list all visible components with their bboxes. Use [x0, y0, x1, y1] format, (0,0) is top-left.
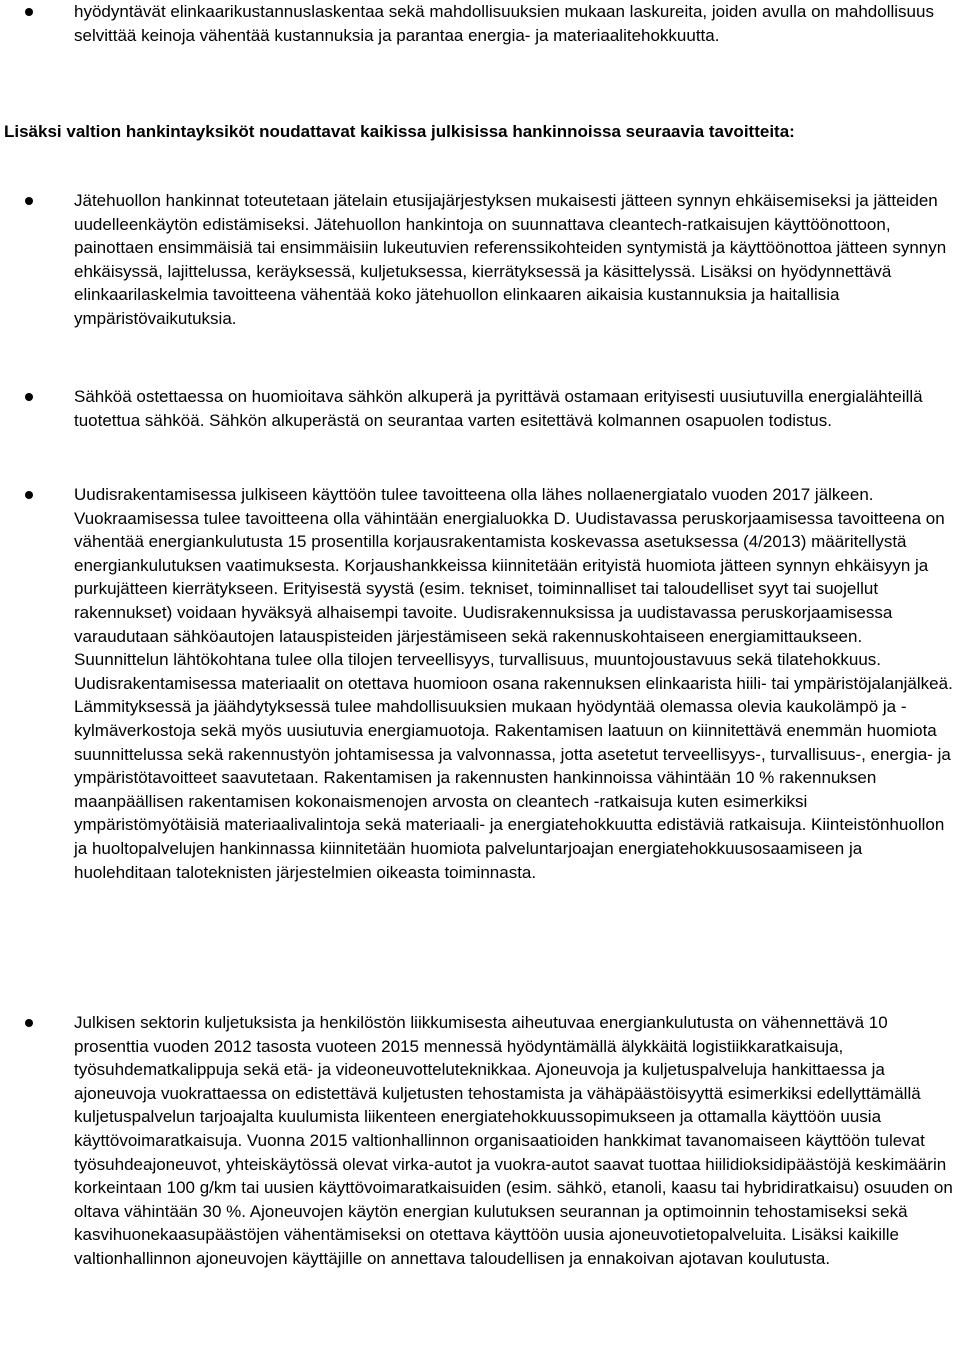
section-heading: Lisäksi valtion hankintayksiköt noudattavat kaikissa julkisissa hankinnoissa seuraavia tavoitteita: [4, 122, 795, 141]
list-item-text: hyödyntävät elinkaarikustannuslaskentaa sekä mahdollisuuksien mukaan laskureita, joiden avulla on mahdollisuus selvittää keinoja vähentää kustannuksia ja parantaa energia- ja materiaalitehokkuutta. [74, 2, 934, 45]
bullet-icon [25, 1019, 33, 1027]
bullet-icon [25, 491, 33, 499]
list-item-text: Jätehuollon hankinnat toteutetaan jätelain etusijajärjestyksen mukaisesti jätteen synnyn ehkäisemiseksi ja jätteiden uudelleenkäytön edistämiseksi. Jätehuollon hankintoja on suunnattava cleantech-ratkaisujen käyttöönottoon, painottaen ensimmäisiä tai ensimmäisiin lukeutuvien referenssikohteiden syntymistä ja käyttöönottoa jätteen synnyn ehkäisyssä, lajittelussa, keräyksessä, kuljetuksessa, kierrätyksessä ja käsittelyssä. Lisäksi on hyödynnettävä elinkaarilaskelmia tavoitteena vähentää koko jätehuollon elinkaaren aikaisia kustannuksia ja haitallisia ympäristövaikutuksia. [74, 191, 947, 328]
bullet-icon [25, 197, 33, 205]
list-item-text: Uudisrakentamisessa julkiseen käyttöön tulee tavoitteena olla lähes nollaenergiatalo vuoden 2017 jälkeen. Vuokraamisessa tulee tavoitteena olla vähintään energialuokka D. Uudistavassa peruskorjaamisessa tavoitteena on vähentää energiankulutusta 15 prosentilla korjausrakentamista koskevassa asetuksessa (4/2013) määritellystä energiankulutuksen vaatimuksesta. Korjaushankkeissa kiinnitetään erityistä huomiota jätteen synnyn ehkäisyyn ja purkujätteen kierrätykseen. Erityisestä syystä (esim. tekniset, toiminnalliset tai taloudelliset syyt tai suojellut rakennukset) voidaan hyväksyä alhaisempi tavoite. Uudisrakennuksissa ja uudistavassa peruskorjaamisessa varaudutaan sähköautojen latauspisteiden järjestämiseen sekä rakennuskohtaiseen energiamittaukseen. Suunnittelun lähtökohtana tulee olla tilojen terveellisyys, turvallisuus, muuntojoustavuus sekä tilatehokkuus. Uudisrakentamisessa materiaalit on otettava huomioon osana rakennuksen elinkaarista hiili- tai ympäristöjalanjälkeä. Lämmityksessä ja jäähdytyksessä tulee mahdollisuuksien mukaan hyödyntää olemassa olevia kaukolämpö ja -kylmäverkostoja sekä myös uusiutuvia energiamuotoja. Rakentamisen laatuun on kiinnitettävä enemmän huomiota suunnittelussa sekä rakennustyön johtamisessa ja valvonnassa, jotta asetetut terveellisyys-, turvallisuus-, energia- ja ympäristötavoitteet saavutetaan. Rakentamisen ja rakennusten hankinnoissa vähintään 10 % rakennuksen maanpäällisen rakentamisen kokonaismenojen arvosta on cleantech -ratkaisuja kuten esimerkiksi ympäristömyötäisiä materiaalivalintoja sekä materiaali- ja energiatehokkuutta edistäviä ratkaisuja. Kiinteistönhuollon ja huoltopalvelujen hankinnassa kiinnitetään huomiota palveluntarjoajan energiatehokkuusosaamiseen ja huolehditaan taloteknisten järjestelmien oikeasta toiminnasta. [74, 485, 953, 882]
bullet-icon [25, 8, 33, 16]
list-item-text: Sähköä ostettaessa on huomioitava sähkön alkuperä ja pyrittävä ostamaan erityisesti uusiutuvilla energialähteillä tuotettua sähköä. Sähkön alkuperästä on seurantaa varten esitettävä kolmannen osapuolen todistus. [74, 387, 923, 430]
bullet-icon [25, 393, 33, 401]
list-item-text: Julkisen sektorin kuljetuksista ja henkilöstön liikkumisesta aiheutuvaa energiankulutusta on vähennettävä 10 prosenttia vuoden 2012 tasosta vuoteen 2015 mennessä hyödyntämällä älykkäitä logistiikkaratkaisuja, työsuhdematkalippuja sekä etä- ja videoneuvotteluteknikkaa. Ajoneuvoja ja kuljetuspalveluja hankittaessa ja ajoneuvoja vuokrattaessa on edistettävä kuljetusten tehostamista ja vähäpäästöisyyttä esimerkiksi edellyttämällä kuljetuspalvelun tarjoajalta kuulumista liikenteen energiatehokkuussopimukseen ja ottamalla käyttöön uusia käyttövoimaratkaisuja. Vuonna 2015 valtionhallinnon organisaatioiden hankkimat tavanomaiseen käyttöön tulevat työsuhdeajoneuvot, yhteiskäytössä olevat virka-autot ja vuokra-autot saavat tuottaa hiilidioksidipäästöjä keskimäärin korkeintaan 100 g/km tai uusien käyttövoimaratkaisuiden (esim. sähkö, etanoli, kaasu tai hybridiratkaisu) osuuden on oltava vähintään 30 %. Ajoneuvojen käytön energian kulutuksen seurannan ja optimoinnin tehostamiseksi sekä kasvihuonekaasupäästöjen vähentämiseksi on otettava käyttöön uusia ajoneuvotietopalveluita. Lisäksi kaikille valtionhallinnon ajoneuvojen käyttäjille on annettava taloudellisen ja ennakoivan ajotavan koulutusta. [74, 1013, 953, 1268]
